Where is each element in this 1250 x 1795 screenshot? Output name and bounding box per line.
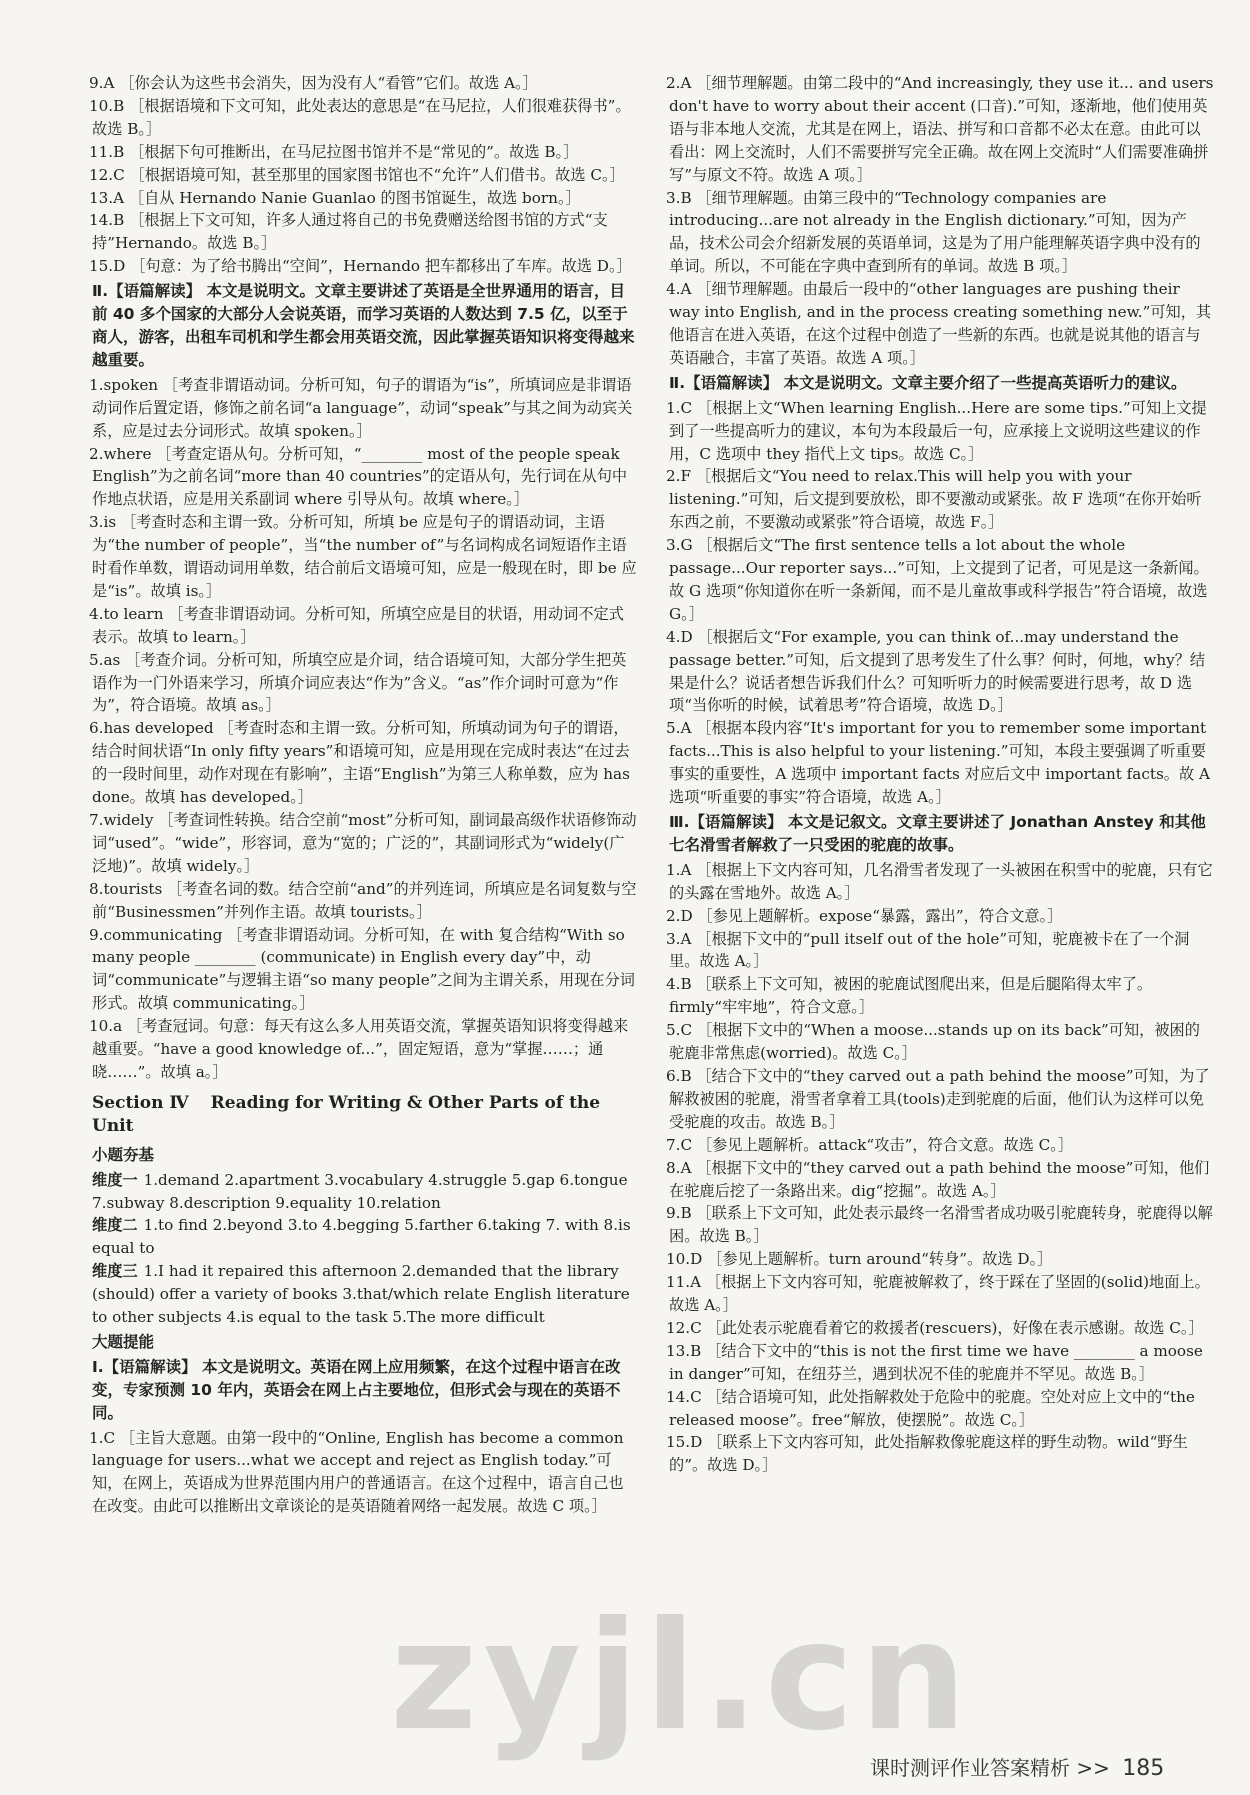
answer-item: 9.B ［联系上下文可知，此处表示最终一名滑雪者成功吸引驼鹿转身，驼鹿得以解困。故选 B。］	[665, 1204, 1213, 1246]
answer-item: 1.A ［根据上下文内容可知，几名滑雪者发现了一头被困在积雪中的驼鹿，只有它的头露在雪地外。故选 A。］	[665, 860, 1213, 902]
answer-item: 12.C ［此处表示驼鹿看着它的救援者(rescuers)，好像在表示感谢。故选 C。］	[665, 1318, 1204, 1337]
answer-item: 2.F ［根据后文“You need to relax.This will help you with your listening.”可知，后文提到要放松，即不要激动或紧张。故 F 选项“在你开始听东西之前，不要激动或紧张”符合语境，故选 F。］	[665, 467, 1202, 532]
answer-item: 7.C ［参见上题解析。attack“攻击”，符合文意。故选 C。］	[665, 1135, 1074, 1154]
answer-item: 10.D ［参见上题解析。turn around“转身”。故选 D。］	[665, 1250, 1053, 1269]
answer-item: 2.where ［考查定语从句。分析可知，“________ most of the people speak English”为之前名词“more than 40 countries”的定语从句，先行词在从句中作地点状语，应是用关系副词 where 引导从句。故填 where。］	[88, 444, 628, 509]
dimension-label: 维度三	[92, 1262, 138, 1281]
left-column	[88, 72, 637, 1518]
answer-item: 5.C ［根据下文中的“When a moose...stands up on its back”可知，被困的驼鹿非常焦虑(worried)。故选 C。］	[665, 1021, 1200, 1063]
answer-item: 11.B ［根据下句可推断出，在马尼拉图书馆并不是“常见的”。故选 B。］	[88, 142, 579, 161]
dimension-answers	[92, 1169, 637, 1215]
answer-item: 2.D ［参见上题解析。expose“暴露，露出”，符合文意。］	[665, 906, 1063, 925]
answer-item: 4.D ［根据后文“For example, you can think of...may understand the passage better.”可知，后文提到了思考发生了什么事？何时，何地，why？结果是什么？说话者想告诉我们什么？可知听听力的时候需要进行思考，故 D 选项“当你听的时候，试着思考”符合语境，故选 D。］	[665, 627, 1206, 715]
answer-item: 9.A ［你会认为这些书会消失，因为没有人“看管”它们。故选 A。］	[88, 74, 538, 92]
dimension-label: 维度二	[92, 1216, 138, 1235]
answer-item: 4.A ［细节理解题。由最后一段中的“other languages are pushing their way into English, and in the process creating something new.”可知，其他语言在进入英语，在这个过程中创造了一些新的东西。也就是说其他的语言与英语融合，丰富了英语。故选 A 项。］	[665, 280, 1212, 367]
passage-summary: Ⅲ.【语篇解读】 本文是记叙文。文章主要讲述了 Jonathan Anstey 和其他七名滑雪者解救了一只受困的驼鹿的故事。	[669, 813, 1206, 854]
watermark: zyjl.cn	[390, 1590, 973, 1764]
answer-item: 5.as ［考查介词。分析可知，所填空应是介词，结合语境可知，大部分学生把英语作为一门外语来学习，所填介词应表达“作为”含义。“as”作介词时可意为“作为”，符合语境。故填 as。］	[88, 650, 627, 715]
answer-item: 15.D ［联系上下文内容可知，此处指解救像驼鹿这样的野生动物。wild“野生的”。故选 D。］	[665, 1433, 1188, 1475]
answer-item: 1.spoken ［考查非谓语动词。分析可知，句子的谓语为“is”，所填词应是非谓语动词作后置定语，修饰之前名词“a language”，动词“speak”与其之间为动宾关系，应是过去分词形式。故填 spoken。］	[88, 375, 633, 440]
answer-item: 14.C ［结合语境可知，此处指解救处于危险中的驼鹿。空处对应上文中的“the released moose”。free“解放，使摆脱”。故选 C。］	[665, 1387, 1195, 1429]
answer-item: 9.communicating ［考查非谓语动词。分析可知，在 with 复合结构“With so many people ________ (communicate) in English every day”中，动词“communicate”与逻辑主语“so many people”之间为主谓关系，用现在分词形式。故填 communicating。］	[88, 925, 635, 1013]
passage-summary: Ⅰ.【语篇解读】 本文是说明文。英语在网上应用频繁，在这个过程中语言在改变，专家预测 10 年内，英语会在网上占主要地位，但形式会与现在的英语不同。	[92, 1357, 621, 1422]
answer-item: 2.A ［细节理解题。由第二段中的“And increasingly, they use it... and users don't have to worry about their accent (口音).”可知，逐渐地，他们使用英语与非本地人交流，尤其是在网上，语法、拼写和口音都不必太在意。由此可以看出：网上交流时，人们不需要拼写完全正确。故在网上交流时“人们需要准确拼写”与原文不符。故选 A 项。］	[665, 74, 1214, 184]
answer-item: 1.C ［主旨大意题。由第一段中的“Online, English has become a common language for users...what we accept and reject as English today.”可知，在网上，英语成为世界范围内用户的普通语言。在这个过程中，语言自己也在改变。由此可以推断出文章谈论的是英语随着网络一起发展。故选 C 项。］	[88, 1428, 624, 1516]
answer-item: 8.tourists ［考查名词的数。结合空前“and”的并列连词，所填应是名词复数与空前“Businessmen”并列作主语。故填 tourists。］	[88, 879, 637, 921]
answer-item: 3.B ［细节理解题。由第三段中的“Technology companies are introducing...are not already in the English dictionary.”可知，因为产品，技术公司会介绍新发展的英语单词，这是为了用户能理解英语字典中没有的单词。所以，不可能在字典中查到所有的单词。故选 B 项。］	[665, 188, 1201, 276]
answer-item: 14.B ［根据上下文可知，许多人通过将自己的书免费赠送给图书馆的方式“支持”Hernando。故选 B。］	[88, 211, 608, 253]
answer-item: 6.B ［结合下文中的“they carved out a path behind the moose”可知，为了解救被困的驼鹿，滑雪者拿着工具(tools)走到驼鹿的后面，他们认为这样可以免受驼鹿的攻击。故选 B。］	[665, 1066, 1210, 1131]
section-heading	[92, 1092, 637, 1138]
dimension-answers	[92, 1260, 637, 1329]
answer-item: 6.has developed ［考查时态和主谓一致。分析可知，所填动词为句子的谓语，结合时间状语“In only fifty years”和语境可知，应是用现在完成时表达“在过去的一段时间里，动作对现在有影响”，主语“English”为第三人称单数，应为 has done。故填 has developed。］	[88, 719, 630, 807]
answer-item: 4.to learn ［考查非谓语动词。分析可知，所填空应是目的状语，用动词不定式表示。故填 to learn。］	[88, 604, 624, 646]
subheading: 小题夯基	[92, 1145, 155, 1164]
dimension-text: 1.to find 2.beyond 3.to 4.begging 5.farther 6.taking 7. with 8.is equal to	[92, 1216, 631, 1258]
answer-item: 13.A ［自从 Hernando Nanie Guanlao 的图书馆诞生，故选 born。］	[88, 188, 581, 207]
answer-item: 5.A ［根据本段内容“It's important for you to remember some important facts...This is also helpful to your listening.”可知，本段主要强调了听重要事实的重要性，A 选项中 important facts 对应后文中 important facts。故 A 选项“听重要的事实”符合语境，故选 A。］	[665, 719, 1210, 807]
subheading: 大题提能	[92, 1332, 155, 1351]
answer-item: 4.B ［联系上下文可知，被困的驼鹿试图爬出来，但是后腿陷得太牢了。firmly“牢牢地”，符合文意。］	[665, 975, 1153, 1017]
answer-item: 15.D ［句意：为了给书腾出“空间”，Hernando 把车都移出了车库。故选 D。］	[88, 257, 632, 276]
passage-summary: Ⅱ.【语篇解读】 本文是说明文。文章主要讲述了英语是全世界通用的语言，目前 40 多个国家的大部分人会说英语，而学习英语的人数达到 7.5 亿，以至于商人，游客，出租车司机和学生都会用英语交流，因此掌握英语知识将变得越来越重要。	[92, 282, 635, 369]
answer-item: 3.is ［考查时态和主谓一致。分析可知，所填 be 应是句子的谓语动词，主语为“the number of people”，当“the number of”与名词构成名词短语作主语时看作单数，谓语动词用单数，结合前后文语境可知，应是一般现在时，即 be 应是“is”。故填 is。］	[88, 513, 637, 600]
footer-arrows: >>	[1076, 1756, 1110, 1780]
footer-title: 课时测评作业答案精析	[870, 1756, 1070, 1780]
answer-item: 10.a ［考查冠词。句意：每天有这么多人用英语交流，掌握英语知识将变得越来越重要。“have a good knowledge of...”，固定短语，意为“掌握……；通晓……”。故填 a。］	[88, 1017, 629, 1081]
page-number: 185	[1122, 1756, 1165, 1781]
answer-item: 7.widely ［考查词性转换。结合空前“most”分析可知，副词最高级作状语修饰动词“used”。“wide”，形容词，意为“宽的；广泛的”，其副词形式为“widely(广泛地)”。故填 widely。］	[88, 811, 637, 875]
answer-item: 13.B ［结合下文中的“this is not the first time we have ________ a moose in danger”可知，在纽芬兰，遇到状况不佳的驼鹿并不罕见。故选 B。］	[665, 1341, 1203, 1383]
answer-item: 10.B ［根据语境和下文可知，此处表达的意思是“在马尼拉，人们很难获得书”。故选 B。］	[88, 96, 631, 138]
dimension-text: 1.demand 2.apartment 3.vocabulary 4.struggle 5.gap 6.tongue 7.subway 8.description 9.equality 10.relation	[92, 1170, 628, 1212]
answer-item: 11.A ［根据上下文内容可知，驼鹿被解救了，终于踩在了坚固的(solid)地面上。故选 A。］	[665, 1273, 1210, 1315]
answer-item: 12.C ［根据语境可知，甚至那里的国家图书馆也不“允许”人们借书。故选 C。］	[88, 165, 625, 184]
dimension-answers	[92, 1214, 637, 1260]
answer-item: 3.G ［根据后文“The first sentence tells a lot about the whole passage...Our reporter says...”可知，上文提到了记者，可见是这一条新闻。故 G 选项“你知道你在听一条新闻，而不是儿童故事或科学报告”符合语境，故选 G。］	[665, 536, 1209, 623]
answer-item: 8.A ［根据下文中的“they carved out a path behind the moose”可知，他们在驼鹿后挖了一条路出来。dig“挖掘”。故选 A。］	[665, 1158, 1210, 1200]
answer-item: 1.C ［根据上文“When learning English...Here are some tips.”可知上文提到了一些提高听力的建议，本句为本段最后一句，应承接上文说明这些建议的作用，C 选项中 they 指代上文 tips。故选 C。］	[665, 398, 1207, 463]
dimension-text: 1.I had it repaired this afternoon 2.demanded that the library (should) offer a variety of books 3.that/which relate English literature to other subjects 4.is equal to the task 5.The more difficult	[92, 1262, 630, 1327]
right-column	[665, 72, 1214, 1477]
answer-item: 3.A ［根据下文中的“pull itself out of the hole”可知，驼鹿被卡在了一个洞里。故选 A。］	[665, 929, 1190, 971]
section-label: Section Ⅳ	[92, 1092, 189, 1113]
passage-summary: Ⅱ.【语篇解读】 本文是说明文。文章主要介绍了一些提高英语听力的建议。	[669, 373, 1187, 392]
page-footer	[870, 1752, 1164, 1781]
section-title: Reading for Writing & Other Parts of the Unit	[92, 1092, 601, 1136]
dimension-label: 维度一	[92, 1170, 138, 1189]
